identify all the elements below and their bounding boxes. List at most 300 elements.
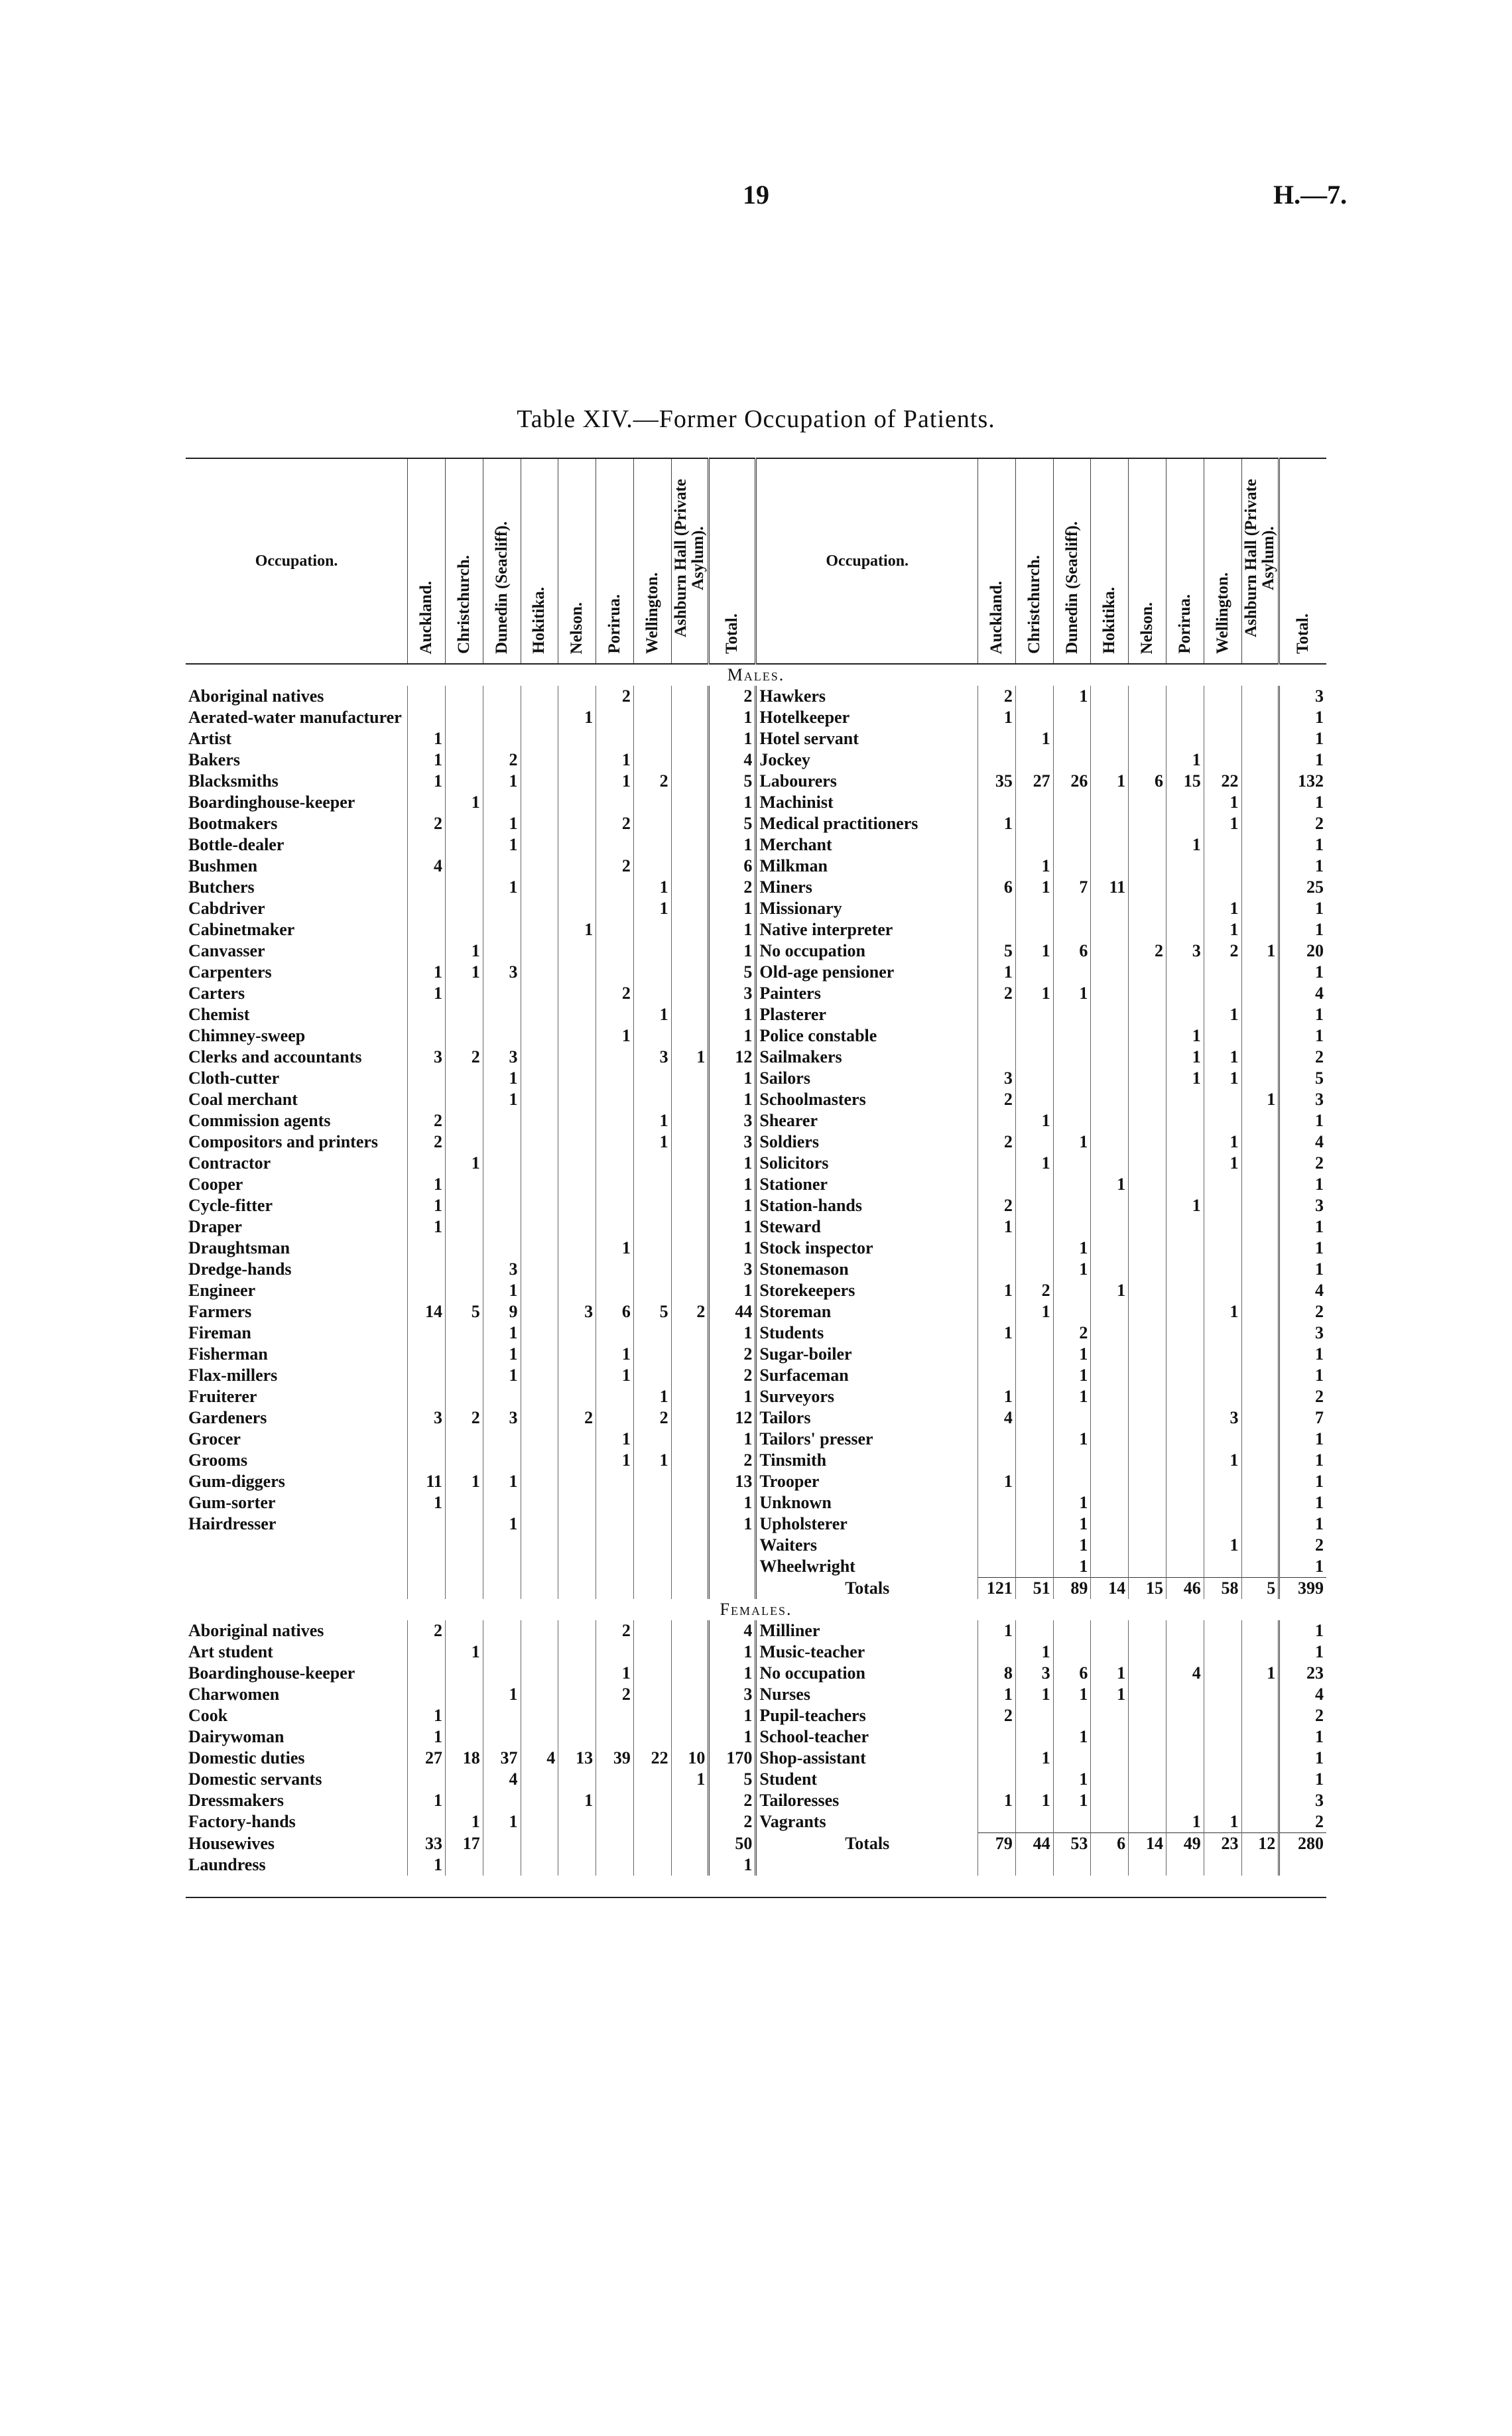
count-cell xyxy=(1166,707,1204,728)
count-cell xyxy=(1015,1195,1053,1216)
count-cell xyxy=(1129,1620,1166,1641)
table-row xyxy=(186,1769,1326,1790)
count-cell xyxy=(1053,1407,1091,1429)
count-cell xyxy=(558,1047,596,1068)
row-total: 1 xyxy=(709,1068,756,1089)
count-cell xyxy=(596,1513,634,1535)
count-cell xyxy=(1015,962,1053,983)
count-cell xyxy=(633,1556,671,1578)
count-cell xyxy=(671,1025,709,1047)
count-cell xyxy=(978,1811,1016,1833)
count-cell xyxy=(1241,1854,1279,1876)
occupation-label: Grocer xyxy=(188,1429,241,1448)
count-cell: 1 xyxy=(483,1280,521,1301)
count-cell: 1 xyxy=(596,749,634,771)
count-cell xyxy=(1053,1110,1091,1131)
column-header: Nelson. xyxy=(558,458,596,664)
count-cell xyxy=(558,1833,596,1855)
count-cell xyxy=(558,1641,596,1663)
count-cell xyxy=(671,1811,709,1833)
count-cell xyxy=(1241,1131,1279,1153)
occupation-label: Bushmen xyxy=(188,856,258,875)
count-cell xyxy=(1204,1429,1241,1450)
count-cell xyxy=(1166,1620,1204,1641)
count-cell xyxy=(558,1280,596,1301)
occupation-label: Dairywoman xyxy=(188,1727,284,1746)
count-cell xyxy=(1166,1153,1204,1174)
count-cell: 1 xyxy=(483,1068,521,1089)
count-cell xyxy=(1204,1365,1241,1386)
count-cell xyxy=(671,1280,709,1301)
count-cell: 1 xyxy=(978,1471,1016,1492)
count-cell: 2 xyxy=(558,1407,596,1429)
count-cell xyxy=(1015,1322,1053,1344)
count-cell xyxy=(445,983,483,1004)
row-total: 1 xyxy=(1279,1471,1326,1492)
count-cell xyxy=(445,1259,483,1280)
count-cell: 1 xyxy=(558,707,596,728)
count-cell xyxy=(1204,834,1241,856)
count-cell xyxy=(1091,1004,1129,1025)
count-cell xyxy=(483,898,521,919)
totals-cell: 12 xyxy=(1241,1833,1279,1855)
count-cell: 1 xyxy=(1015,728,1053,749)
table-row xyxy=(186,686,1326,707)
occupation-label: Labourers xyxy=(756,771,978,792)
count-cell xyxy=(1129,877,1166,898)
count-cell xyxy=(1129,1854,1166,1876)
row-total xyxy=(709,1535,756,1556)
count-cell xyxy=(1204,1259,1241,1280)
count-cell xyxy=(483,1726,521,1748)
count-cell xyxy=(483,1790,521,1811)
count-cell xyxy=(1241,1004,1279,1025)
count-cell: 1 xyxy=(978,1684,1016,1705)
count-cell xyxy=(978,1344,1016,1365)
occupation-label: Station-hands xyxy=(756,1195,978,1216)
table-row xyxy=(186,1705,1326,1726)
table-row xyxy=(186,1450,1326,1471)
count-cell xyxy=(1053,898,1091,919)
count-cell xyxy=(1015,1556,1053,1578)
count-cell: 1 xyxy=(1053,1726,1091,1748)
column-header: Hokitika. xyxy=(521,458,558,664)
count-cell xyxy=(1015,813,1053,834)
count-cell xyxy=(558,749,596,771)
count-cell xyxy=(521,1047,558,1068)
count-cell: 1 xyxy=(633,898,671,919)
count-cell xyxy=(596,1492,634,1513)
count-cell xyxy=(521,1004,558,1025)
count-cell xyxy=(1166,919,1204,940)
count-cell xyxy=(445,1344,483,1365)
count-cell xyxy=(1053,1047,1091,1068)
count-cell xyxy=(1241,749,1279,771)
count-cell: 1 xyxy=(633,1386,671,1407)
count-cell xyxy=(671,792,709,813)
count-cell xyxy=(408,834,446,856)
count-cell xyxy=(445,898,483,919)
table-row xyxy=(186,1620,1326,1641)
count-cell xyxy=(1053,1641,1091,1663)
count-cell xyxy=(671,856,709,877)
count-cell xyxy=(978,856,1016,877)
count-cell xyxy=(445,1322,483,1344)
count-cell: 2 xyxy=(978,1089,1016,1110)
count-cell xyxy=(596,1047,634,1068)
row-total: 1 xyxy=(709,1641,756,1663)
count-cell xyxy=(558,1365,596,1386)
count-cell xyxy=(1053,1280,1091,1301)
count-cell xyxy=(558,962,596,983)
count-cell xyxy=(408,1769,446,1790)
count-cell: 18 xyxy=(445,1748,483,1769)
row-total: 1 xyxy=(1279,792,1326,813)
row-total: 1 xyxy=(709,940,756,962)
occupation-label: Milliner xyxy=(756,1620,978,1641)
count-cell: 1 xyxy=(1015,1748,1053,1769)
occupation-label: Sugar-boiler xyxy=(756,1344,978,1365)
count-cell xyxy=(1204,1748,1241,1769)
count-cell xyxy=(1129,962,1166,983)
count-cell: 1 xyxy=(978,707,1016,728)
count-cell: 1 xyxy=(445,1641,483,1663)
count-cell xyxy=(1204,1663,1241,1684)
occupation-label: Draper xyxy=(188,1217,242,1236)
count-cell: 2 xyxy=(596,983,634,1004)
count-cell: 1 xyxy=(1015,1301,1053,1322)
row-total: 4 xyxy=(1279,1131,1326,1153)
row-total: 2 xyxy=(1279,1386,1326,1407)
table-row xyxy=(186,1663,1326,1684)
count-cell xyxy=(558,1705,596,1726)
count-cell: 7 xyxy=(1053,877,1091,898)
count-cell xyxy=(1166,728,1204,749)
count-cell xyxy=(483,1620,521,1641)
count-cell: 1 xyxy=(1241,1663,1279,1684)
count-cell xyxy=(558,877,596,898)
count-cell: 1 xyxy=(408,962,446,983)
count-cell xyxy=(633,1854,671,1876)
table-row xyxy=(186,813,1326,834)
count-cell: 2 xyxy=(596,686,634,707)
count-cell xyxy=(1015,749,1053,771)
count-cell: 1 xyxy=(408,1726,446,1748)
count-cell xyxy=(1241,1386,1279,1407)
row-total: 1 xyxy=(709,1854,756,1876)
count-cell: 1 xyxy=(596,1450,634,1471)
count-cell xyxy=(1241,1471,1279,1492)
row-total: 23 xyxy=(1279,1663,1326,1684)
count-cell xyxy=(558,1620,596,1641)
count-cell: 3 xyxy=(408,1047,446,1068)
count-cell xyxy=(633,1471,671,1492)
count-cell xyxy=(978,1365,1016,1386)
count-cell: 33 xyxy=(408,1833,446,1855)
occupation-label: Old-age pensioner xyxy=(756,962,978,983)
count-cell: 11 xyxy=(408,1471,446,1492)
row-total: 1 xyxy=(709,728,756,749)
count-cell xyxy=(1129,686,1166,707)
column-header: Total. xyxy=(1279,458,1326,664)
count-cell: 2 xyxy=(445,1047,483,1068)
count-cell xyxy=(978,898,1016,919)
table-row xyxy=(186,707,1326,728)
count-cell xyxy=(1204,877,1241,898)
count-cell: 1 xyxy=(978,962,1016,983)
column-header: Wellington. xyxy=(633,458,671,664)
occupation-label xyxy=(186,1535,408,1556)
row-total: 1 xyxy=(1279,1513,1326,1535)
occupation-label: Boardinghouse-keeper xyxy=(188,793,355,812)
count-cell xyxy=(483,1854,521,1876)
count-cell xyxy=(558,1322,596,1344)
table-row xyxy=(186,877,1326,898)
row-total: 1 xyxy=(709,1726,756,1748)
count-cell xyxy=(521,1535,558,1556)
count-cell xyxy=(1204,686,1241,707)
table-row xyxy=(186,1174,1326,1195)
count-cell xyxy=(1091,856,1129,877)
occupation-label xyxy=(186,1556,408,1578)
occupation-label: Student xyxy=(756,1769,978,1790)
count-cell xyxy=(558,1429,596,1450)
row-total: 2 xyxy=(709,686,756,707)
count-cell xyxy=(1015,1025,1053,1047)
count-cell: 1 xyxy=(1204,813,1241,834)
count-cell xyxy=(1091,919,1129,940)
count-cell xyxy=(521,1705,558,1726)
count-cell xyxy=(978,1641,1016,1663)
count-cell xyxy=(1166,1259,1204,1280)
count-cell xyxy=(521,1068,558,1089)
count-cell xyxy=(483,1492,521,1513)
count-cell xyxy=(1241,1322,1279,1344)
count-cell xyxy=(978,1535,1016,1556)
count-cell xyxy=(633,813,671,834)
count-cell xyxy=(521,1259,558,1280)
count-cell: 3 xyxy=(483,962,521,983)
count-cell xyxy=(1241,1641,1279,1663)
count-cell xyxy=(1091,898,1129,919)
count-cell xyxy=(1204,1854,1241,1876)
table-row xyxy=(186,1216,1326,1238)
count-cell xyxy=(1129,1195,1166,1216)
count-cell xyxy=(1166,1089,1204,1110)
count-cell xyxy=(1091,686,1129,707)
count-cell xyxy=(1053,749,1091,771)
count-cell xyxy=(1166,1110,1204,1131)
count-cell xyxy=(1204,1705,1241,1726)
row-total: 1 xyxy=(709,1280,756,1301)
count-cell xyxy=(1204,1344,1241,1365)
row-total: 1 xyxy=(1279,1748,1326,1769)
count-cell xyxy=(445,1769,483,1790)
count-cell xyxy=(1129,1641,1166,1663)
occupation-label: Waiters xyxy=(756,1535,978,1556)
count-cell xyxy=(978,1726,1016,1748)
occupation-label: Factory-hands xyxy=(188,1812,296,1832)
count-cell xyxy=(1241,1769,1279,1790)
occupation-label: Aerated-water manufacturer xyxy=(188,708,402,727)
row-total: 1 xyxy=(709,707,756,728)
row-total: 3 xyxy=(709,1131,756,1153)
row-total: 1 xyxy=(709,1663,756,1684)
count-cell xyxy=(408,877,446,898)
count-cell xyxy=(1091,1344,1129,1365)
count-cell: 1 xyxy=(558,1790,596,1811)
count-cell xyxy=(671,1471,709,1492)
count-cell xyxy=(1129,898,1166,919)
count-cell xyxy=(1053,707,1091,728)
count-cell xyxy=(1129,1705,1166,1726)
count-cell: 1 xyxy=(1015,877,1053,898)
count-cell xyxy=(1241,707,1279,728)
count-cell xyxy=(1091,1790,1129,1811)
count-cell xyxy=(1204,1790,1241,1811)
count-cell: 4 xyxy=(483,1769,521,1790)
count-cell xyxy=(1091,1450,1129,1471)
occupation-label: Fisherman xyxy=(188,1344,268,1364)
row-total: 1 xyxy=(1279,1004,1326,1025)
count-cell: 1 xyxy=(1053,686,1091,707)
count-cell xyxy=(521,1663,558,1684)
count-cell: 1 xyxy=(408,728,446,749)
count-cell: 1 xyxy=(445,962,483,983)
count-cell xyxy=(1015,1705,1053,1726)
count-cell: 1 xyxy=(1053,1556,1091,1578)
count-cell xyxy=(596,1386,634,1407)
count-cell xyxy=(633,1492,671,1513)
count-cell xyxy=(483,1025,521,1047)
row-total: 50 xyxy=(709,1833,756,1855)
count-cell xyxy=(596,1259,634,1280)
count-cell xyxy=(1241,1811,1279,1833)
count-cell xyxy=(483,792,521,813)
count-cell: 3 xyxy=(633,1047,671,1068)
count-cell xyxy=(1091,1259,1129,1280)
count-cell xyxy=(1166,1322,1204,1344)
count-cell xyxy=(408,1365,446,1386)
count-cell xyxy=(558,898,596,919)
count-cell xyxy=(1015,898,1053,919)
table-row xyxy=(186,1556,1326,1578)
count-cell xyxy=(1166,1726,1204,1748)
count-cell xyxy=(596,1110,634,1131)
count-cell: 1 xyxy=(445,1153,483,1174)
occupation-label: Aboriginal natives xyxy=(188,1621,324,1640)
count-cell xyxy=(558,1811,596,1833)
count-cell xyxy=(671,1407,709,1429)
count-cell xyxy=(1241,1748,1279,1769)
count-cell: 1 xyxy=(1015,940,1053,962)
count-cell xyxy=(671,1131,709,1153)
count-cell xyxy=(1091,1386,1129,1407)
count-cell: 3 xyxy=(978,1068,1016,1089)
count-cell xyxy=(1204,728,1241,749)
count-cell xyxy=(558,1769,596,1790)
count-cell xyxy=(408,1386,446,1407)
totals-label: Totals xyxy=(756,1578,978,1600)
count-cell xyxy=(1091,1047,1129,1068)
row-total: 2 xyxy=(709,1365,756,1386)
row-total: 2 xyxy=(1279,1153,1326,1174)
count-cell xyxy=(1241,834,1279,856)
count-cell xyxy=(1241,1365,1279,1386)
count-cell: 39 xyxy=(596,1748,634,1769)
count-cell: 1 xyxy=(1204,1811,1241,1833)
count-cell xyxy=(1241,962,1279,983)
count-cell: 5 xyxy=(633,1301,671,1322)
occupation-label: Soldiers xyxy=(756,1131,978,1153)
count-cell xyxy=(521,1280,558,1301)
column-header: Porirua. xyxy=(1166,458,1204,664)
count-cell xyxy=(1241,1068,1279,1089)
count-cell: 22 xyxy=(633,1748,671,1769)
count-cell xyxy=(1241,1705,1279,1726)
row-total xyxy=(1279,1854,1326,1876)
count-cell: 1 xyxy=(483,877,521,898)
count-cell xyxy=(1204,749,1241,771)
count-cell xyxy=(1053,1854,1091,1876)
occupation-label: Steward xyxy=(756,1216,978,1238)
count-cell: 2 xyxy=(671,1301,709,1322)
occupation-label: Music-teacher xyxy=(756,1641,978,1663)
table-row xyxy=(186,1811,1326,1833)
count-cell xyxy=(1015,707,1053,728)
table-row xyxy=(186,1068,1326,1089)
count-cell xyxy=(978,1556,1016,1578)
count-cell xyxy=(1129,1492,1166,1513)
count-cell: 1 xyxy=(483,1344,521,1365)
count-cell xyxy=(521,1471,558,1492)
count-cell xyxy=(1091,1492,1129,1513)
count-cell: 1 xyxy=(1091,1684,1129,1705)
count-cell xyxy=(1129,1769,1166,1790)
count-cell: 1 xyxy=(558,919,596,940)
count-cell xyxy=(1053,813,1091,834)
count-cell xyxy=(1204,1386,1241,1407)
row-total: 12 xyxy=(709,1407,756,1429)
count-cell xyxy=(1204,1238,1241,1259)
count-cell: 1 xyxy=(596,1663,634,1684)
row-total: 5 xyxy=(709,962,756,983)
count-cell: 1 xyxy=(1015,1684,1053,1705)
section-heading: Males. xyxy=(727,665,785,684)
count-cell xyxy=(1015,1535,1053,1556)
occupation-label: No occupation xyxy=(756,940,978,962)
count-cell: 27 xyxy=(1015,771,1053,792)
count-cell xyxy=(978,1153,1016,1174)
count-cell xyxy=(558,1450,596,1471)
count-cell xyxy=(671,1429,709,1450)
count-cell xyxy=(408,1535,446,1556)
count-cell xyxy=(671,1089,709,1110)
table-title: Table XIV.—Former Occupation of Patients. xyxy=(517,405,995,433)
count-cell xyxy=(1091,749,1129,771)
row-total: 4 xyxy=(1279,1280,1326,1301)
count-cell: 1 xyxy=(408,1216,446,1238)
count-cell xyxy=(596,728,634,749)
count-cell xyxy=(521,1110,558,1131)
count-cell xyxy=(671,1726,709,1748)
occupation-label: Cooper xyxy=(188,1175,243,1194)
occupation-label: Chimney-sweep xyxy=(188,1026,306,1045)
count-cell xyxy=(1129,1153,1166,1174)
totals-cell: 79 xyxy=(978,1833,1016,1855)
count-cell xyxy=(633,1068,671,1089)
occupation-label: Draughtsman xyxy=(188,1238,290,1257)
